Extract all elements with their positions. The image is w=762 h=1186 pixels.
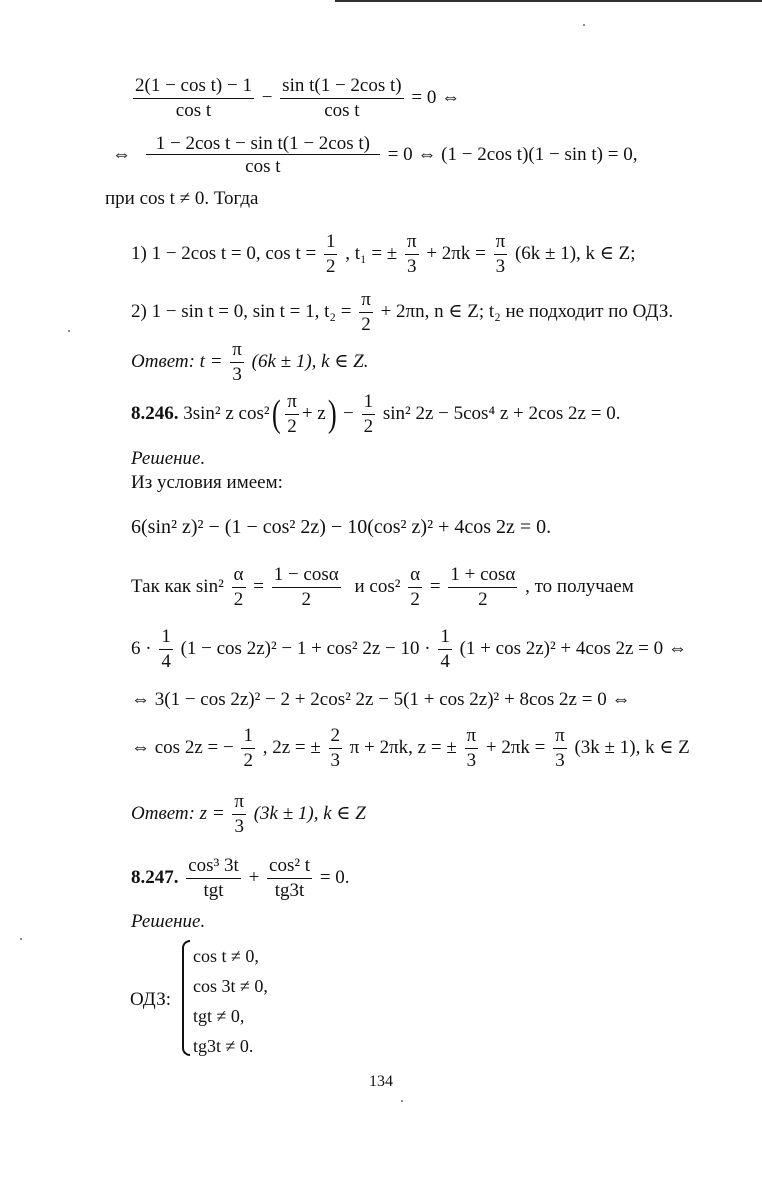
fraction: $\frac{1}{2}$ [363,391,374,437]
problem-number: 8.246. [131,402,179,424]
equation-line-1: $\frac{\text{2(1 − cos t) − 1}}{\text{cos t}}$ − $\frac{\text{sin t(1 − 2cos t)}}{\text{cos t}}$ = 0 ⇔ [135,75,461,121]
fraction: $\frac{1 - \cos\alpha}{2}$ [273,564,339,610]
equation-line: ⇔ cos 2z = − $\frac{1}{2}$ , 2z = ± $\frac{2}{3}$ π + 2πk, z = ± $\frac{\pi}{3}$ + 2πk = $\frac{\pi}{3}$ (3k ± 1), k ∈ Z [131,725,690,771]
fraction: $\frac{2}{3}$ [330,725,341,771]
fraction: $\frac{\text{sin t(1 − 2cos t)}}{\text{cos t}}$ [282,75,402,121]
odz-label: ОДЗ: [130,989,172,1010]
fraction: $\frac{1}{2}$ [243,725,253,771]
equation-line-2: ⇔ $\frac{\text{1 − 2cos t − sin t(1 − 2cos t)}}{\text{cos t}}$ = 0 ⇔ (1 − 2cos t)(1 − sin t) = 0, [112,133,638,177]
scan-speck [401,1100,403,1102]
case-1-line: 1) 1 − 2cos t = 0, cos t = $\frac{1}{2}$ , t₁ = ± $\frac{\pi}{3}$ + 2πk = $\frac{\pi}{3}$ (6k ± 1), k ∈ Z; [131,231,636,277]
fraction: $\frac{\text{1 − 2cos t − sin t(1 − 2cos t)}}{\text{cos t}}$ [146,134,380,177]
fraction: $\frac{\text{cos³ 3t}}{\text{tgt}}$ [188,855,239,901]
condition-text: при cos t ≠ 0. Тогда [105,188,259,209]
fraction: $\frac{\alpha}{2}$ [233,564,244,610]
fraction: $\frac{1}{2}$ [325,231,336,277]
solution-label: Решение. [131,911,206,932]
fraction: $\frac{\text{cos² t}}{tg3t}$ [269,855,311,901]
equation-line: ⇔ 3(1 − cos 2z)² − 2 + 2cos² 2z − 5(1 + cos 2z)² + 8cos 2z = 0 ⇔ [131,689,631,710]
scan-speck [20,938,22,940]
fraction: $\frac{\pi}{3}$ [406,231,417,277]
fraction: $\frac{\pi}{3}$ [232,339,242,385]
fraction: $\frac{\pi}{2}$ [361,289,371,335]
scan-speck [583,24,585,26]
case-2-line: 2) 1 − sin t = 0, sin t = 1, t₂ = $\frac{\pi}{2}$ + 2πn, n ∈ Z; t₂ не подходит по ОДЗ. [131,289,674,335]
scan-speck [68,330,70,332]
fraction: $\frac{\pi}{3}$ [234,791,244,837]
odz-condition: tgt ≠ 0, [193,1006,245,1026]
fraction: $\frac{\text{2(1 − cos t) − 1}}{\text{cos t}}$ [135,75,252,121]
fraction: $\frac{\alpha}{2}$ [410,564,421,610]
answer-line-2: Ответ: z = $\frac{\pi}{3}$ (3k ± 1), k ∈ Z [131,791,366,837]
odz-conditions [193,941,268,1061]
fraction: $\frac{\pi}{3}$ [555,725,565,771]
odz-condition: tg3t ≠ 0. [193,1036,254,1056]
odz-condition: cos 3t ≠ 0, [193,976,268,996]
problem-246-statement: 8.246. 3sin² z cos²( $\frac{\pi}{2}$ + z) − $\frac{1}{2}$ sin² 2z − 5cos⁴ z + 2cos 2z = 0. [131,391,621,437]
problem-number: 8.247. [131,866,179,888]
odz-condition: cos t ≠ 0, [193,946,259,966]
solution-label: Решение. [131,448,206,469]
top-border-line [335,0,762,2]
fraction: $\frac{1}{4}$ [440,626,450,672]
equation-line: 6(sin² z)² − (1 − cos² 2z) − 10(cos² z)² + 4cos 2z = 0. [131,516,552,538]
fraction: $\frac{\pi}{3}$ [495,231,506,277]
fraction: $\frac{\pi}{2}$ [287,391,297,437]
since-line: Так как sin² $\frac{\alpha}{2}$ = $\frac{1 - \cos\alpha}{2}$ и cos² $\frac{\alpha}{2}$ = $\frac{1 + \cos\alpha}{2}$ , то получаем [131,564,634,610]
fraction: $\frac{\pi}{3}$ [466,725,477,771]
answer-line-1: Ответ: t = $\frac{\pi}{3}$ (6k ± 1), k ∈ Z. [131,339,369,385]
intro-text: Из условия имеем: [131,472,283,493]
fraction: $\frac{1 + \cos\alpha}{2}$ [450,564,516,610]
system-brace [182,940,190,1056]
fraction: $\frac{1}{4}$ [161,626,171,672]
problem-247-statement: 8.247. $\frac{\text{cos³ 3t}}{\text{tgt}}$ + $\frac{\text{cos² t}}{tg3t}$ = 0. [131,855,350,901]
equation-line: 6 · $\frac{1}{4}$ (1 − cos 2z)² − 1 + cos² 2z − 10 · $\frac{1}{4}$ (1 + cos 2z)² + 4cos 2z = 0 ⇔ [131,626,687,672]
page-number: 134 [369,1073,393,1090]
